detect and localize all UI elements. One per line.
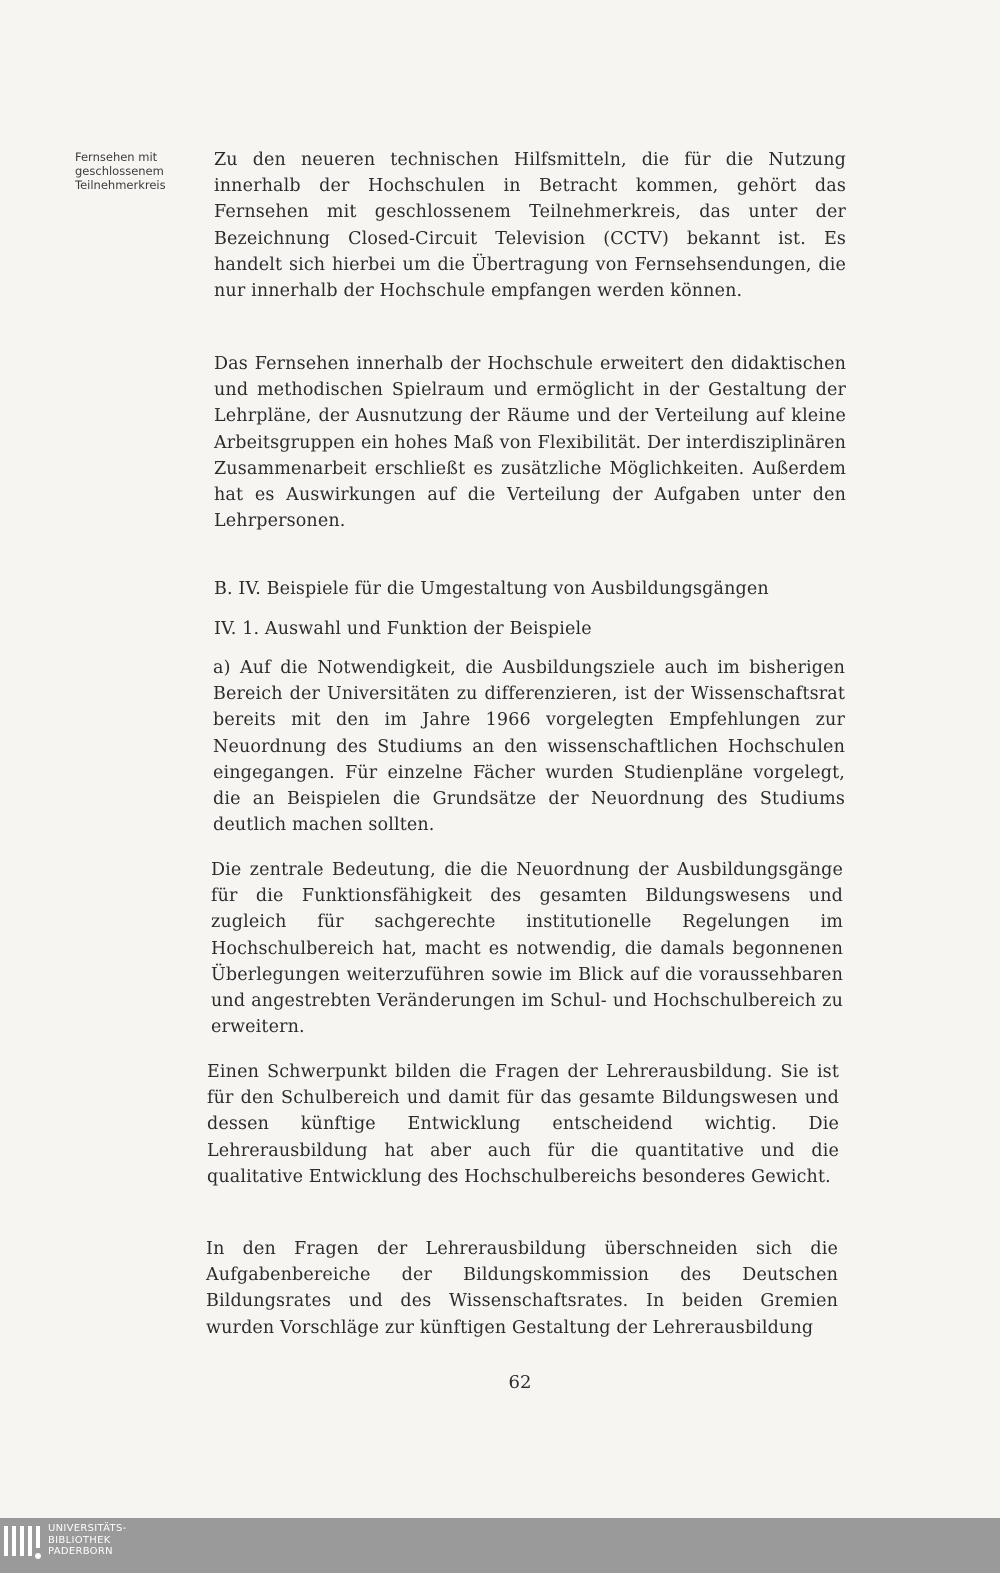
margin-note-line: Fernsehen mit bbox=[75, 150, 158, 164]
paragraph-text: In den Fragen der Lehrerausbildung überschneiden sich die Aufgabenbereiche der Bildungskommission des Deutschen Bildungsrates und des Wissenschaftsrates. In beiden Gremien wurden Vorschläge zur künftigen Gestaltung der Lehrerausbildung bbox=[206, 1239, 838, 1338]
margin-note-line: Teilnehmerkreis bbox=[75, 178, 166, 192]
paragraph-central-importance bbox=[211, 857, 843, 1040]
paragraph-text: a) Auf die Notwendigkeit, die Ausbildungsziele auch im bisherigen Bereich der Universitäten zu differenzieren, ist der Wissenschaftsrat bereits mit den im Jahre 1966 vorgelegten Empfehlungen zur Neuordnung des Studiums an den wissenschaftlichen Hochschulen eingegangen. Für einzelne Fächer wurden Studienpläne vorgelegt, die an Beispielen die Grundsätze der Neuordnung des Studiums deutlich machen sollten. bbox=[213, 658, 845, 836]
paragraph-text: Einen Schwerpunkt bilden die Fragen der Lehrerausbildung. Sie ist für den Schulbereich und damit für das gesamte Bildungswesen und dessen künftige Entwicklung entscheidend wichtig. Die Lehrerausbildung hat aber auch für die quantitative und die qualitative Entwicklung des Hochschulbereichs besonderes Gewicht. bbox=[207, 1062, 839, 1187]
paragraph-overlap bbox=[206, 1236, 838, 1341]
library-logo-icon bbox=[4, 1526, 44, 1562]
page-number: 62 bbox=[508, 1372, 532, 1393]
paragraph-text: Die zentrale Bedeutung, die die Neuordnung der Ausbildungsgänge für die Funktionsfähigkeit des gesamten Bildungswesens und zugleich für sachgerechte institutionelle Regelungen im Hochschulbereich hat, macht es notwendig, die damals begonnenen Überlegungen weiterzuführen sowie im Blick auf die voraussehbaren und angestrebten Veränderungen im Schul- und Hochschulbereich zu erweitern. bbox=[211, 860, 843, 1038]
margin-note-line: geschlossenem bbox=[75, 164, 164, 178]
paragraph-text: Zu den neueren technischen Hilfsmitteln, die für die Nutzung innerhalb der Hochschulen in Betracht kommen, gehört das Fernsehen mit geschlossenem Teilnehmerkreis, das unter der Bezeichnung Closed-Circuit Television (CCTV) bekannt ist. Es handelt sich hierbei um die Übertragung von Fernsehsendungen, die nur innerhalb der Hochschule empfangen werden können. bbox=[214, 150, 846, 302]
paragraph-cctv-intro bbox=[214, 147, 846, 304]
subsection-heading: IV. 1. Auswahl und Funktion der Beispiele bbox=[214, 619, 592, 639]
logo-line: BIBLIOTHEK bbox=[48, 1534, 111, 1546]
paragraph-text: Das Fernsehen innerhalb der Hochschule erweitert den didaktischen und methodischen Spielraum und ermöglicht in der Gestaltung der Lehrpläne, der Ausnutzung der Räume und der Verteilung auf kleine Arbeitsgruppen ein hohes Maß von Flexibilität. Der interdisziplinären Zusammenarbeit erschließt es zusätzliche Möglichkeiten. Außerdem hat es Auswirkungen auf die Verteilung der Aufgaben unter den Lehrpersonen. bbox=[214, 354, 846, 532]
library-logo-text bbox=[48, 1523, 127, 1558]
paragraph-recommendations bbox=[213, 655, 845, 838]
logo-line: PADERBORN bbox=[48, 1546, 113, 1557]
paragraph-cctv-benefits bbox=[214, 351, 846, 534]
logo-line: UNIVERSITÄTS- bbox=[48, 1523, 127, 1534]
paragraph-teacher-training bbox=[207, 1059, 839, 1190]
margin-note bbox=[75, 150, 200, 192]
library-logo bbox=[4, 1523, 164, 1569]
section-heading: B. IV. Beispiele für die Umgestaltung von Ausbildungsgängen bbox=[214, 579, 769, 599]
